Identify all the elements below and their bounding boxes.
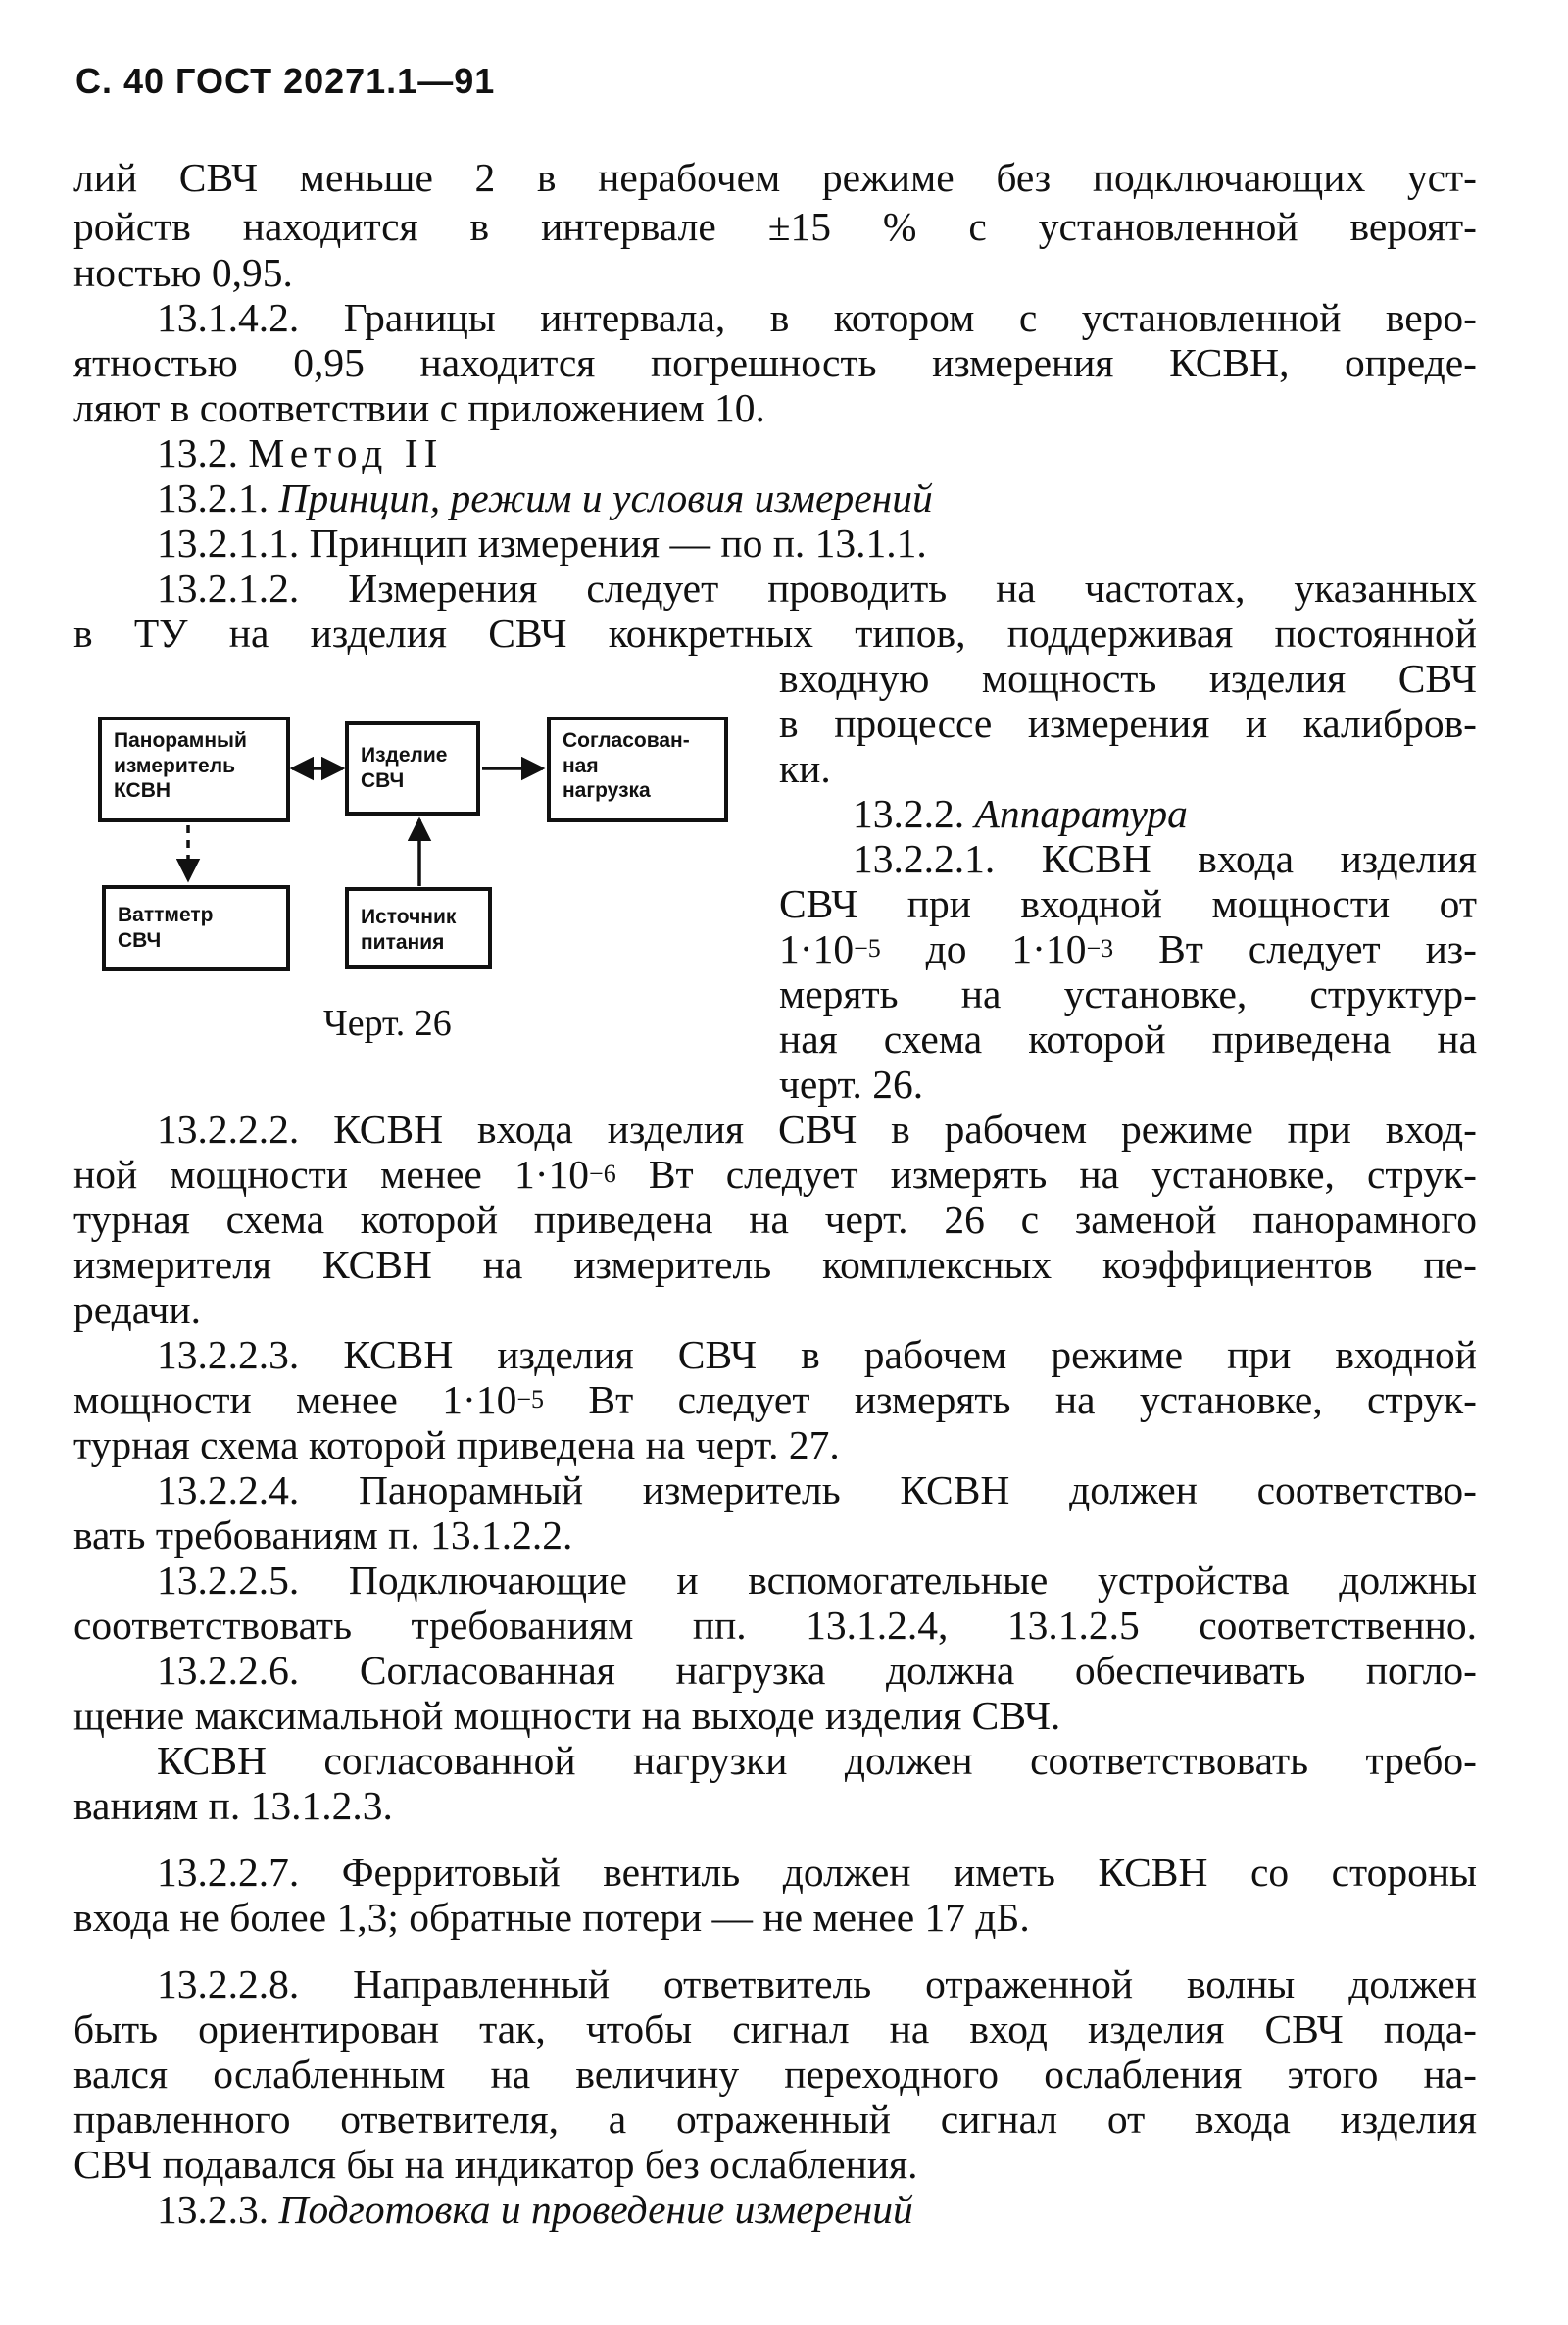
subsection-heading: 13.2.1. Принцип, режим и условия измерений xyxy=(157,475,933,520)
text-line-with-exponents: мощности менее $1\cdot 10^{-5}$ Вт следует измерять на установке, струк- xyxy=(74,1377,1478,1422)
text-line: быть ориентирован так, чтобы сигнал на вход изделия СВЧ пода- xyxy=(74,2006,1477,2052)
text-line: 13.2.2.7. Ферритовый вентиль должен иметь КСВН со стороны xyxy=(157,1850,1477,1895)
figure-caption: Черт. 26 xyxy=(323,1003,452,1044)
text-line: 13.2.2.3. КСВН изделия СВЧ в рабочем режиме при входной xyxy=(157,1332,1477,1377)
page-header: С. 40 ГОСТ 20271.1—91 xyxy=(75,61,496,101)
text-line: черт. 26. xyxy=(779,1062,924,1107)
text-line: измерителя КСВН на измеритель комплексных коэффициентов пе- xyxy=(74,1242,1477,1287)
text-line-with-exponents: ной мощности менее $1\cdot 10^{-6}$ Вт следует измерять на установке, струк- xyxy=(74,1152,1477,1197)
text-line: редачи. xyxy=(74,1287,201,1332)
text-line: в процессе измерения и калибров- xyxy=(779,701,1477,746)
text-line: ваниям п. 13.1.2.3. xyxy=(74,1783,393,1828)
text-line: турная схема которой приведена на черт. 26 с заменой панорамного xyxy=(74,1197,1477,1242)
text-line: ностью 0,95. xyxy=(74,250,293,295)
box-panoramic-meter: Панорамный измеритель КСВН xyxy=(98,717,290,822)
text-line: вался ослабленным на величину переходного ослабления этого на- xyxy=(74,2052,1477,2097)
text-line: СВЧ подавался бы на индикатор без ослабления. xyxy=(74,2142,918,2187)
section-heading: 13.2. Метод II xyxy=(157,430,444,475)
text-line: 13.2.2.4. Панорамный измеритель КСВН должен соответство- xyxy=(157,1467,1477,1512)
box-wattmeter: Ваттметр СВЧ xyxy=(102,885,290,971)
text-line: соответствовать требованиям пп. 13.1.2.4, 13.1.2.5 соответственно. xyxy=(74,1603,1477,1648)
text-line: 13.2.2.5. Подключающие и вспомогательные устройства должны xyxy=(157,1558,1477,1603)
text-line: турная схема которой приведена на черт. 27. xyxy=(74,1422,840,1467)
subsection-heading: 13.2.3. Подготовка и проведение измерений xyxy=(157,2187,913,2232)
box-matched-load: Согласован- ная нагрузка xyxy=(547,717,728,822)
text-line-with-exponents: $1\cdot 10^{-5}$ до $1\cdot 10^{-3}$ Вт следует из- xyxy=(779,926,1477,971)
text-line: КСВН согласованной нагрузки должен соответствовать требо- xyxy=(157,1738,1477,1783)
text-line: 13.2.2.2. КСВН входа изделия СВЧ в рабочем режиме при вход- xyxy=(157,1107,1477,1152)
text-line: СВЧ при входной мощности от xyxy=(779,881,1477,926)
text-line: 13.2.1.1. Принцип измерения — по п. 13.1.1. xyxy=(157,520,927,566)
text-line: входа не более 1,3; обратные потери — не менее 17 дБ. xyxy=(74,1895,1030,1940)
box-power-source: Источник питания xyxy=(345,887,492,969)
text-line: ятностью 0,95 находится погрешность измерения КСВН, опреде- xyxy=(74,340,1477,385)
subsection-heading: 13.2.2. Аппаратура xyxy=(853,791,1188,836)
text-line: лий СВЧ меньше 2 в нерабочем режиме без подключающих уст- xyxy=(74,155,1477,200)
text-line: 13.1.4.2. Границы интервала, в котором с установленной веро- xyxy=(157,295,1477,340)
text-line: 13.2.1.2. Измерения следует проводить на частотах, указанных xyxy=(157,566,1477,611)
text-line: ки. xyxy=(779,746,831,791)
text-line: ройств находится в интервале ±15 % с установленной вероят- xyxy=(74,204,1477,249)
text-line: в ТУ на изделия СВЧ конкретных типов, поддерживая постоянной xyxy=(74,611,1477,656)
text-line: правленного ответвителя, а отраженный сигнал от входа изделия xyxy=(74,2097,1477,2142)
text-line: 13.2.2.1. КСВН входа изделия xyxy=(853,836,1477,881)
text-line: мерять на установке, структур- xyxy=(779,971,1477,1016)
text-line: 13.2.2.8. Направленный ответвитель отраженной волны должен xyxy=(157,1961,1477,2006)
text-line: ная схема которой приведена на xyxy=(779,1016,1477,1062)
text-line: ляют в соответствии с приложением 10. xyxy=(74,385,765,430)
text-line: 13.2.2.6. Согласованная нагрузка должна обеспечивать погло- xyxy=(157,1648,1477,1693)
box-device-svch: Изделие СВЧ xyxy=(345,721,480,816)
text-line: вать требованиям п. 13.1.2.2. xyxy=(74,1512,573,1558)
text-line: щение максимальной мощности на выходе изделия СВЧ. xyxy=(74,1693,1061,1738)
text-line: входную мощность изделия СВЧ xyxy=(779,656,1477,701)
